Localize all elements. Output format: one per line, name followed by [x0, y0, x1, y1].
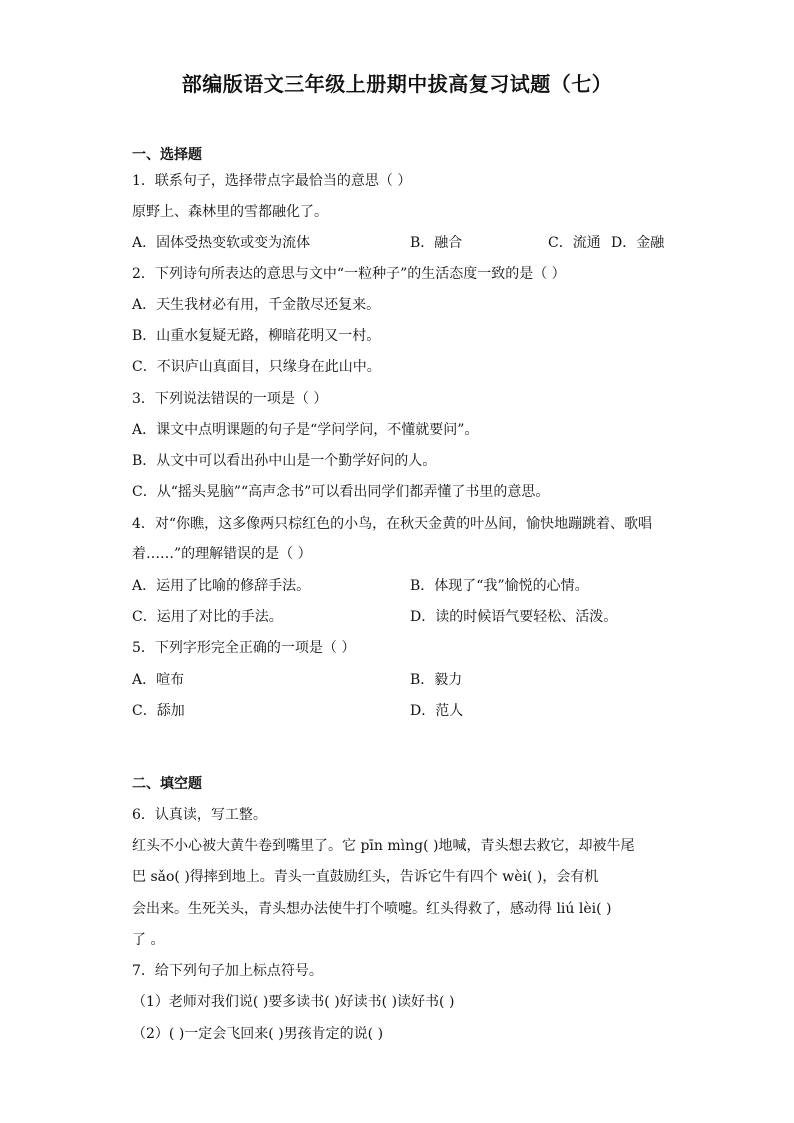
question-6-passage-line-3: 会出来。生死关头，青头想办法使牛打个喷嚏。红头得救了，感动得 liú lèi( ) [132, 901, 612, 917]
question-1-option-b: B．融合 [410, 235, 463, 251]
question-6-passage-line-1: 红头不小心被大黄牛卷到嘴里了。它 pīn mìng( )地喊，青头想去救它，却被牛尾 [132, 838, 635, 854]
question-1-sentence: 原野上、森林里的雪都融化了。 [132, 204, 328, 220]
question-4-stem-line-2: 着……”的理解错误的是（ ） [132, 546, 312, 562]
question-4-option-a: A．运用了比喻的修辞手法。 [132, 578, 311, 594]
question-5-option-d: D．范人 [410, 703, 464, 719]
question-1-option-c: C．流通 [548, 235, 601, 251]
section-heading-fill-in: 二、填空题 [132, 776, 202, 792]
question-7-item-1: （1）老师对我们说( )要多读书( )好读书( )读好书( ) [132, 994, 455, 1010]
page-title: 部编版语文三年级上册期中拔高复习试题（七） [181, 72, 613, 96]
question-5-option-c: C．舔加 [132, 703, 185, 719]
question-4-option-d: D．读的时候语气要轻松、活泼。 [410, 609, 618, 625]
question-4-option-c: C．运用了对比的手法。 [132, 609, 283, 625]
question-4-option-b: B．体现了“我”愉悦的心情。 [410, 578, 589, 594]
question-1-option-d: D．金融 [611, 235, 665, 251]
question-3-option-c: C．从“摇头晃脑”“高声念书”可以看出同学们都弄懂了书里的意思。 [132, 484, 550, 500]
question-2-option-a: A．天生我材必有用，千金散尽还复来。 [132, 297, 381, 313]
question-5-option-b: B．毅力 [410, 672, 463, 688]
question-1-option-a: A．固体受热变软或变为流体 [132, 235, 311, 251]
question-3-option-b: B．从文中可以看出孙中山是一个勤学好问的人。 [132, 453, 437, 469]
question-6-passage-line-4: 了 。 [132, 932, 165, 948]
question-5-option-a: A．喧布 [132, 672, 185, 688]
question-3-option-a: A．课文中点明课题的句子是“学问学问，不懂就要问”。 [132, 422, 479, 438]
question-4-stem-line-1: 4．对“你瞧，这多像两只棕红色的小鸟，在秋天金黄的叶丛间，愉快地蹦跳着、歌唱 [132, 516, 653, 532]
question-3-stem: 3．下列说法错误的一项是（ ） [132, 391, 328, 407]
question-6-stem: 6．认真读，写工整。 [132, 807, 267, 823]
question-7-item-2: （2）( )一定会飞回来( )男孩肯定的说( ) [132, 1026, 384, 1042]
question-7-stem: 7．给下列句子加上标点符号。 [132, 963, 323, 979]
question-2-option-c: C．不识庐山真面目，只缘身在此山中。 [132, 359, 381, 375]
section-heading-choice: 一、选择题 [132, 147, 202, 163]
question-2-option-b: B．山重水复疑无路，柳暗花明又一村。 [132, 328, 381, 344]
question-6-passage-line-2: 巴 sǎo( )得摔到地上。青头一直鼓励红头，告诉它牛有四个 wèi( )，会有机 [132, 869, 599, 885]
question-2-stem: 2．下列诗句所表达的意思与文中“一粒种子”的生活态度一致的是（ ） [132, 266, 566, 282]
question-1-stem: 1．联系句子，选择带点字最恰当的意思（ ） [132, 173, 412, 189]
question-5-stem: 5．下列字形完全正确的一项是（ ） [132, 640, 356, 656]
